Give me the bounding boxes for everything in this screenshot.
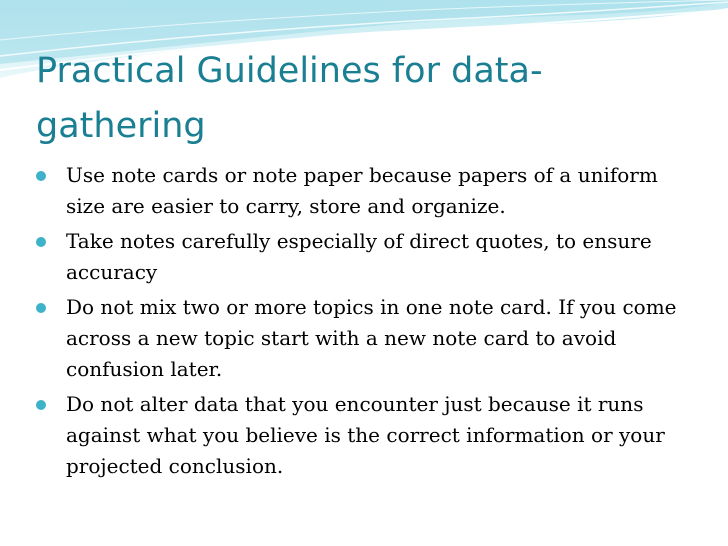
- bullet-item: [36, 226, 696, 288]
- bullet-item: [36, 160, 696, 222]
- bullet-dot-icon: [36, 237, 46, 247]
- bullet-item: [36, 389, 696, 482]
- bullet-text: Take notes carefully especially of direct quotes, to ensure accuracy: [66, 229, 652, 284]
- bullet-text: Use note cards or note paper because papers of a uniform size are easier to carry, store and organize.: [66, 163, 658, 218]
- bullet-dot-icon: [36, 303, 46, 313]
- bullet-text: Do not alter data that you encounter just because it runs against what you believe is the correct information or your projected conclusion.: [66, 392, 665, 478]
- bullet-item: [36, 292, 696, 385]
- bullet-dot-icon: [36, 171, 46, 181]
- bullet-list: [36, 160, 696, 486]
- bullet-text: Do not mix two or more topics in one note card. If you come across a new topic start with a new note card to avoid confusion later.: [66, 295, 677, 381]
- slide-title: Practical Guidelines for data-gathering: [36, 51, 543, 146]
- bullet-dot-icon: [36, 400, 46, 410]
